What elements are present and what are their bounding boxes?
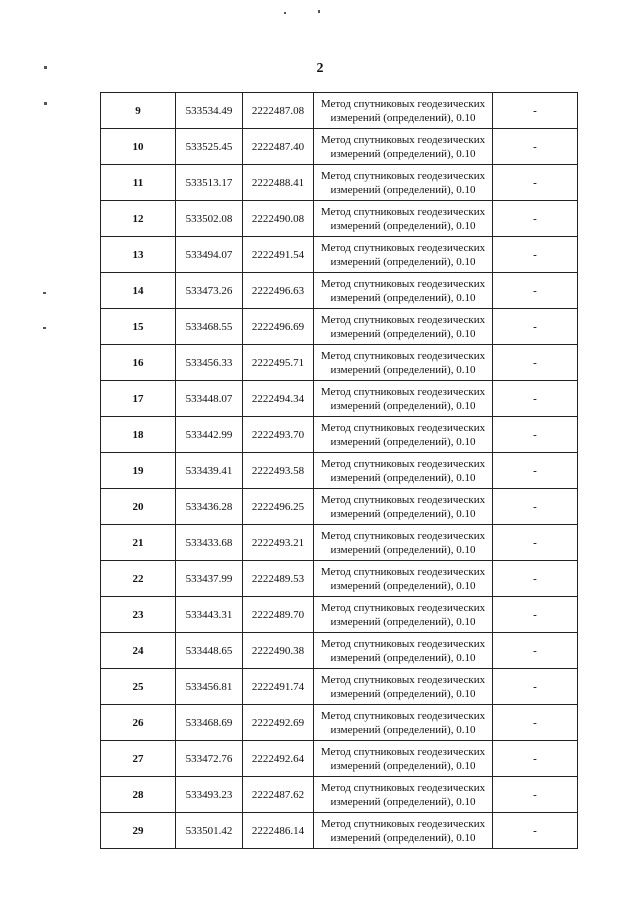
method-cell: Метод спутниковых геодезических измерений (определений), 0.10	[314, 633, 493, 669]
x-coordinate-cell: 533448.07	[176, 381, 243, 417]
note-cell: -	[493, 165, 578, 201]
note-cell: -	[493, 741, 578, 777]
x-coordinate-cell: 533493.23	[176, 777, 243, 813]
point-number-cell: 21	[101, 525, 176, 561]
table-row	[101, 381, 578, 417]
method-cell: Метод спутниковых геодезических измерений (определений), 0.10	[314, 165, 493, 201]
x-coordinate-cell: 533494.07	[176, 237, 243, 273]
table-row	[101, 273, 578, 309]
table-row	[101, 633, 578, 669]
point-number-cell: 9	[101, 93, 176, 129]
method-cell: Метод спутниковых геодезических измерений (определений), 0.10	[314, 705, 493, 741]
note-cell: -	[493, 489, 578, 525]
y-coordinate-cell: 2222491.74	[243, 669, 314, 705]
x-coordinate-cell: 533433.68	[176, 525, 243, 561]
y-coordinate-cell: 2222488.41	[243, 165, 314, 201]
y-coordinate-cell: 2222496.69	[243, 309, 314, 345]
point-number-cell: 11	[101, 165, 176, 201]
table-row	[101, 237, 578, 273]
method-cell: Метод спутниковых геодезических измерений (определений), 0.10	[314, 597, 493, 633]
point-number-cell: 26	[101, 705, 176, 741]
table-row	[101, 705, 578, 741]
method-cell: Метод спутниковых геодезических измерений (определений), 0.10	[314, 129, 493, 165]
method-cell: Метод спутниковых геодезических измерений (определений), 0.10	[314, 561, 493, 597]
point-number-cell: 23	[101, 597, 176, 633]
y-coordinate-cell: 2222487.40	[243, 129, 314, 165]
x-coordinate-cell: 533473.26	[176, 273, 243, 309]
point-number-cell: 24	[101, 633, 176, 669]
method-cell: Метод спутниковых геодезических измерений (определений), 0.10	[314, 273, 493, 309]
point-number-cell: 19	[101, 453, 176, 489]
method-cell: Метод спутниковых геодезических измерений (определений), 0.10	[314, 669, 493, 705]
note-cell: -	[493, 777, 578, 813]
point-number-cell: 13	[101, 237, 176, 273]
point-number-cell: 15	[101, 309, 176, 345]
point-number-cell: 28	[101, 777, 176, 813]
x-coordinate-cell: 533442.99	[176, 417, 243, 453]
table-row	[101, 777, 578, 813]
scan-speck	[43, 327, 46, 329]
scan-speck	[284, 12, 286, 14]
note-cell: -	[493, 381, 578, 417]
method-cell: Метод спутниковых геодезических измерений (определений), 0.10	[314, 777, 493, 813]
coordinates-table-body	[101, 93, 578, 849]
scan-speck	[318, 10, 320, 13]
note-cell: -	[493, 525, 578, 561]
y-coordinate-cell: 2222490.08	[243, 201, 314, 237]
note-cell: -	[493, 309, 578, 345]
table-row	[101, 597, 578, 633]
table-row	[101, 489, 578, 525]
coordinates-table	[100, 92, 578, 849]
x-coordinate-cell: 533513.17	[176, 165, 243, 201]
y-coordinate-cell: 2222493.21	[243, 525, 314, 561]
method-cell: Метод спутниковых геодезических измерений (определений), 0.10	[314, 525, 493, 561]
table-row	[101, 561, 578, 597]
point-number-cell: 17	[101, 381, 176, 417]
method-cell: Метод спутниковых геодезических измерений (определений), 0.10	[314, 201, 493, 237]
point-number-cell: 16	[101, 345, 176, 381]
y-coordinate-cell: 2222496.63	[243, 273, 314, 309]
y-coordinate-cell: 2222493.58	[243, 453, 314, 489]
note-cell: -	[493, 705, 578, 741]
x-coordinate-cell: 533448.65	[176, 633, 243, 669]
note-cell: -	[493, 813, 578, 849]
x-coordinate-cell: 533534.49	[176, 93, 243, 129]
y-coordinate-cell: 2222494.34	[243, 381, 314, 417]
y-coordinate-cell: 2222490.38	[243, 633, 314, 669]
table-row	[101, 165, 578, 201]
point-number-cell: 14	[101, 273, 176, 309]
y-coordinate-cell: 2222486.14	[243, 813, 314, 849]
method-cell: Метод спутниковых геодезических измерений (определений), 0.10	[314, 453, 493, 489]
x-coordinate-cell: 533525.45	[176, 129, 243, 165]
x-coordinate-cell: 533468.55	[176, 309, 243, 345]
note-cell: -	[493, 561, 578, 597]
note-cell: -	[493, 201, 578, 237]
note-cell: -	[493, 129, 578, 165]
method-cell: Метод спутниковых геодезических измерений (определений), 0.10	[314, 345, 493, 381]
point-number-cell: 29	[101, 813, 176, 849]
note-cell: -	[493, 345, 578, 381]
point-number-cell: 18	[101, 417, 176, 453]
x-coordinate-cell: 533437.99	[176, 561, 243, 597]
x-coordinate-cell: 533439.41	[176, 453, 243, 489]
x-coordinate-cell: 533456.33	[176, 345, 243, 381]
x-coordinate-cell: 533472.76	[176, 741, 243, 777]
x-coordinate-cell: 533436.28	[176, 489, 243, 525]
table-row	[101, 453, 578, 489]
x-coordinate-cell: 533456.81	[176, 669, 243, 705]
point-number-cell: 12	[101, 201, 176, 237]
y-coordinate-cell: 2222495.71	[243, 345, 314, 381]
scan-speck	[44, 102, 47, 105]
y-coordinate-cell: 2222493.70	[243, 417, 314, 453]
y-coordinate-cell: 2222487.62	[243, 777, 314, 813]
note-cell: -	[493, 633, 578, 669]
method-cell: Метод спутниковых геодезических измерений (определений), 0.10	[314, 417, 493, 453]
note-cell: -	[493, 273, 578, 309]
x-coordinate-cell: 533443.31	[176, 597, 243, 633]
y-coordinate-cell: 2222492.64	[243, 741, 314, 777]
note-cell: -	[493, 93, 578, 129]
table-row	[101, 525, 578, 561]
point-number-cell: 25	[101, 669, 176, 705]
table-row	[101, 129, 578, 165]
point-number-cell: 10	[101, 129, 176, 165]
x-coordinate-cell: 533501.42	[176, 813, 243, 849]
table-row	[101, 813, 578, 849]
table-row	[101, 417, 578, 453]
table-row	[101, 345, 578, 381]
y-coordinate-cell: 2222489.53	[243, 561, 314, 597]
method-cell: Метод спутниковых геодезических измерений (определений), 0.10	[314, 381, 493, 417]
scan-speck	[43, 292, 46, 294]
point-number-cell: 20	[101, 489, 176, 525]
method-cell: Метод спутниковых геодезических измерений (определений), 0.10	[314, 489, 493, 525]
note-cell: -	[493, 417, 578, 453]
y-coordinate-cell: 2222492.69	[243, 705, 314, 741]
y-coordinate-cell: 2222496.25	[243, 489, 314, 525]
table-row	[101, 669, 578, 705]
point-number-cell: 27	[101, 741, 176, 777]
y-coordinate-cell: 2222487.08	[243, 93, 314, 129]
y-coordinate-cell: 2222489.70	[243, 597, 314, 633]
page-number: 2	[316, 61, 324, 76]
x-coordinate-cell: 533468.69	[176, 705, 243, 741]
note-cell: -	[493, 597, 578, 633]
x-coordinate-cell: 533502.08	[176, 201, 243, 237]
method-cell: Метод спутниковых геодезических измерений (определений), 0.10	[314, 741, 493, 777]
note-cell: -	[493, 453, 578, 489]
note-cell: -	[493, 237, 578, 273]
method-cell: Метод спутниковых геодезических измерений (определений), 0.10	[314, 237, 493, 273]
note-cell: -	[493, 669, 578, 705]
method-cell: Метод спутниковых геодезических измерений (определений), 0.10	[314, 813, 493, 849]
table-row	[101, 309, 578, 345]
method-cell: Метод спутниковых геодезических измерений (определений), 0.10	[314, 93, 493, 129]
table-row	[101, 201, 578, 237]
y-coordinate-cell: 2222491.54	[243, 237, 314, 273]
method-cell: Метод спутниковых геодезических измерений (определений), 0.10	[314, 309, 493, 345]
table-row	[101, 741, 578, 777]
point-number-cell: 22	[101, 561, 176, 597]
table-row	[101, 93, 578, 129]
